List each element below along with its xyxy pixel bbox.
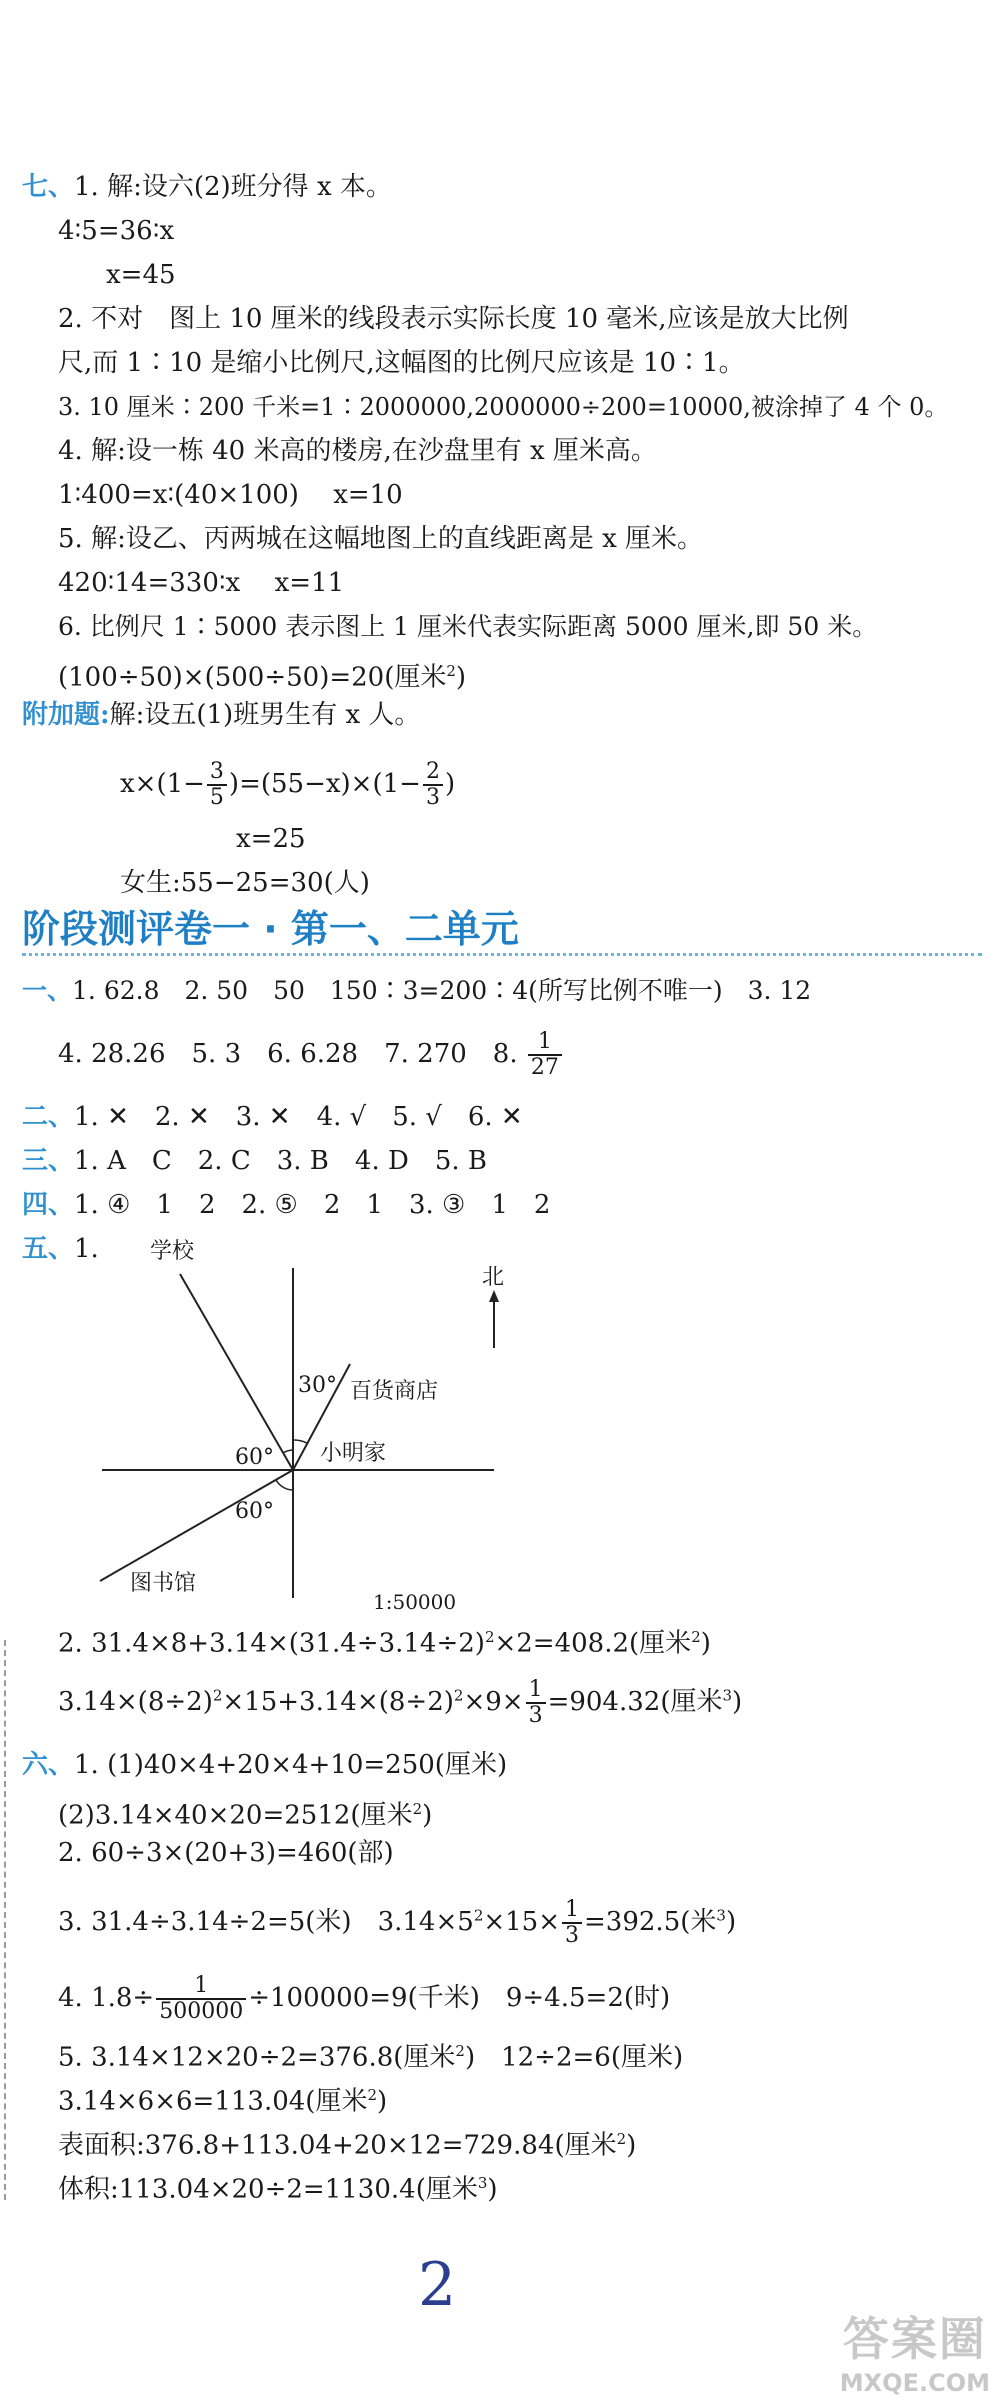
s5-l3-sup2: 2 [453, 1686, 464, 1705]
s6-l8-b: ) [626, 2130, 637, 2161]
extra-frac-2 [423, 760, 443, 810]
s6-line-6 [58, 2034, 683, 2075]
handwritten-page-mark: 2 [418, 2250, 457, 2320]
s6-l2-a: (2)3.14×40×20=2512(厘米 [58, 1800, 413, 1831]
s5-l3-c: ×9× [463, 1687, 524, 1717]
sec7-line-5: 尺,而 1∶10 是缩小比例尺,这幅图的比例尺应该是 10∶1。 [58, 348, 745, 378]
extra-frac-1 [207, 760, 227, 810]
extra-frac-1-den: 5 [209, 785, 224, 810]
s4-label: 四、 [22, 1190, 75, 1220]
s6-l5-b: ÷100000=9(千米) 9÷4.5=2(时) [248, 1983, 671, 2013]
store-label: 百货商店 [350, 1379, 439, 1404]
margin-dashed-line [4, 1640, 6, 2200]
sec7-l12-a: (100÷50)×(500÷50)=20(厘米 [58, 662, 447, 693]
north-arrow-icon [489, 1290, 499, 1302]
school-ray [180, 1274, 293, 1470]
sec7-text-1: 1. 解:设六(2)班分得 x 本。 [74, 172, 392, 202]
angle-30-label: 30° [298, 1373, 337, 1398]
s6-l5-frac [156, 1974, 246, 2024]
s6-l9-a: 体积:113.04×20÷2=1130.4(厘米 [58, 2174, 478, 2205]
sec7-l12-sup: 2 [446, 662, 456, 680]
s5-l3-a: 3.14×(8÷2) [58, 1687, 213, 1717]
s6-l6-a: 5. 3.14×12×20÷2=376.8(厘米 [58, 2042, 456, 2073]
title-divider [22, 953, 982, 956]
s1-line-1 [22, 974, 811, 1008]
s6-line-9 [58, 2166, 498, 2207]
extra-frac-2-num: 2 [423, 760, 443, 786]
s5-l3-b: ×15+3.14×(8÷2) [222, 1687, 454, 1717]
s5-l3-frac-num: 1 [526, 1678, 546, 1704]
s6-l4-sup2: 3 [716, 1906, 726, 1925]
s3-line [22, 1144, 487, 1178]
sec7-line-4: 2. 不对 图上 10 厘米的线段表示实际长度 10 毫米,应该是放大比例 [58, 304, 849, 334]
s5-l3-sup3: 3 [722, 1686, 733, 1705]
s6-line-4 [58, 1898, 736, 1948]
s1-frac-num: 1 [528, 1030, 562, 1056]
sec7-line-9: 5. 解:设乙、丙两城在这幅地图上的直线距离是 x 厘米。 [58, 524, 704, 554]
s3-label: 三、 [22, 1146, 75, 1176]
s5-l2-sup2: 2 [691, 1628, 701, 1646]
s6-line-8 [58, 2122, 636, 2163]
sec7-line-7: 4. 解:设一栋 40 米高的楼房,在沙盘里有 x 厘米高。 [58, 436, 657, 466]
library-label: 图书馆 [130, 1571, 197, 1596]
sec7-line-2: 4∶5=36∶x [58, 216, 175, 246]
extra-line-3: x=25 [236, 824, 306, 854]
s6-l6-sup: 2 [455, 2042, 465, 2060]
s6-line-7 [58, 2078, 387, 2119]
extra-eq-c: ) [444, 769, 456, 799]
sec7-label: 七、 [22, 172, 75, 202]
s6-l4-b: ×15× [483, 1907, 561, 1937]
angle-60-lower-label: 60° [235, 1499, 274, 1524]
section-title: 阶段测评卷一 · 第一、二单元 [22, 907, 519, 951]
s6-l6-b: ) 12÷2=6(厘米) [464, 2042, 684, 2073]
s5-l2-sup: 2 [484, 1628, 495, 1646]
s6-l4-frac-den: 3 [565, 1923, 580, 1948]
library-ray [100, 1470, 293, 1581]
direction-diagram [80, 1228, 520, 1628]
extra-eq-a: x×(1− [120, 769, 205, 799]
s3-text: 1. A C 2. C 3. B 4. D 5. B [74, 1146, 487, 1176]
sec7-line-12 [58, 654, 466, 695]
s1-text-2: 4. 28.26 5. 3 6. 6.28 7. 270 8. [58, 1039, 526, 1069]
s5-l2-c: ) [700, 1628, 711, 1659]
sec7-line-3: x=45 [106, 260, 176, 290]
sec7-l12-b: ) [455, 662, 467, 693]
extra-equation [120, 760, 455, 810]
s4-text: 1. ④ 1 2 2. ⑤ 2 1 3. ③ 1 2 [74, 1190, 551, 1220]
s2-text: 1. ✕ 2. ✕ 3. ✕ 4. √ 5. √ 6. ✕ [74, 1102, 523, 1132]
s6-l2-b: ) [422, 1800, 433, 1831]
s1-frac-den: 27 [530, 1055, 559, 1080]
s6-l5-frac-den: 500000 [159, 1999, 244, 2024]
home-label: 小明家 [320, 1441, 387, 1466]
s6-line-3: 2. 60÷3×(20+3)=460(部) [58, 1838, 394, 1868]
s2-line [22, 1100, 523, 1134]
s1-frac [528, 1030, 562, 1080]
s6-l7-sup: 2 [367, 2086, 377, 2104]
angle-arc-60-upper [283, 1450, 293, 1453]
angle-arc-30 [293, 1440, 307, 1443]
s5-l3-f: ) [732, 1687, 743, 1717]
scale-label: 1:50000 [373, 1590, 457, 1614]
site-watermark [840, 2303, 990, 2397]
s6-l4-frac-num: 1 [562, 1898, 582, 1924]
s5-l3-frac [526, 1678, 546, 1728]
extra-text-1: 解:设五(1)班男生有 x 人。 [109, 700, 421, 730]
angle-arc-60-lower [276, 1480, 293, 1490]
watermark-url: MXQE.COM [839, 2369, 990, 2397]
s5-l2-b: ×2=408.2(厘米 [494, 1628, 692, 1659]
sec7-line-1 [22, 170, 392, 204]
s6-l4-e: ) [725, 1907, 737, 1937]
sec7-line-10: 420∶14=330∶x x=11 [58, 568, 345, 598]
extra-frac-2-den: 3 [425, 785, 440, 810]
s6-l5-a: 4. 1.8÷ [58, 1983, 155, 2013]
s6-line-1 [22, 1748, 507, 1782]
s2-label: 二、 [22, 1102, 75, 1132]
extra-line-1 [22, 698, 420, 732]
s1-line-2 [58, 1030, 564, 1080]
s6-line-5 [58, 1974, 670, 2024]
s6-label: 六、 [22, 1750, 75, 1780]
s5-l3-sup1: 2 [212, 1686, 223, 1705]
s6-l4-c: =392.5(米 [584, 1907, 717, 1937]
sec7-line-6: 3. 10 厘米∶200 千米=1∶2000000,2000000÷200=10000,被涂掉了 4 个 0。 [58, 393, 949, 421]
north-label: 北 [482, 1265, 505, 1290]
s4-line [22, 1188, 550, 1222]
s5-text-1: 1. [74, 1234, 99, 1264]
watermark-logo: 答案圈 [842, 2312, 987, 2366]
s6-text-1: 1. (1)40×4+20×4+10=250(厘米) [74, 1750, 508, 1780]
s1-label: 一、 [22, 976, 73, 1005]
s6-l2-sup: 2 [412, 1800, 423, 1818]
s6-l4-sup: 2 [473, 1906, 484, 1925]
s6-l8-sup: 2 [616, 2130, 627, 2148]
s6-l7-a: 3.14×6×6=113.04(厘米 [58, 2086, 368, 2117]
s6-l4-frac [562, 1898, 582, 1948]
s5-l3-e: =904.32(厘米 [547, 1687, 723, 1717]
extra-line-4: 女生:55−25=30(人) [120, 868, 370, 898]
s1-text-1: 1. 62.8 2. 50 50 150∶3=200∶4(所写比例不唯一) 3. 12 [72, 976, 812, 1005]
s6-l4-a: 3. 31.4÷3.14÷2=5(米) 3.14×5 [58, 1907, 474, 1937]
extra-label: 附加题: [22, 700, 110, 730]
s5-l3-frac-den: 3 [528, 1703, 543, 1728]
s6-l9-sup: 3 [477, 2174, 488, 2192]
s6-line-2 [58, 1792, 432, 1833]
s6-l8-a: 表面积:376.8+113.04+20×12=729.84(厘米 [58, 2130, 617, 2161]
s5-line-2 [58, 1620, 711, 1661]
s6-l5-frac-num: 1 [156, 1974, 246, 2000]
s6-l9-b: ) [487, 2174, 498, 2205]
extra-frac-1-num: 3 [207, 760, 227, 786]
s6-l7-b: ) [377, 2086, 388, 2117]
s5-label: 五、 [22, 1234, 75, 1264]
s5-line-3 [58, 1678, 742, 1728]
sec7-line-8: 1∶400=x∶(40×100) x=10 [58, 480, 403, 510]
angle-60-upper-label: 60° [235, 1445, 274, 1470]
sec7-line-11: 6. 比例尺 1∶5000 表示图上 1 厘米代表实际距离 5000 厘米,即 50 米。 [58, 612, 878, 641]
school-label: 学校 [150, 1239, 195, 1264]
extra-eq-b: )=(55−x)×(1− [228, 769, 421, 799]
s5-l2-a: 2. 31.4×8+3.14×(31.4÷3.14÷2) [58, 1628, 485, 1659]
